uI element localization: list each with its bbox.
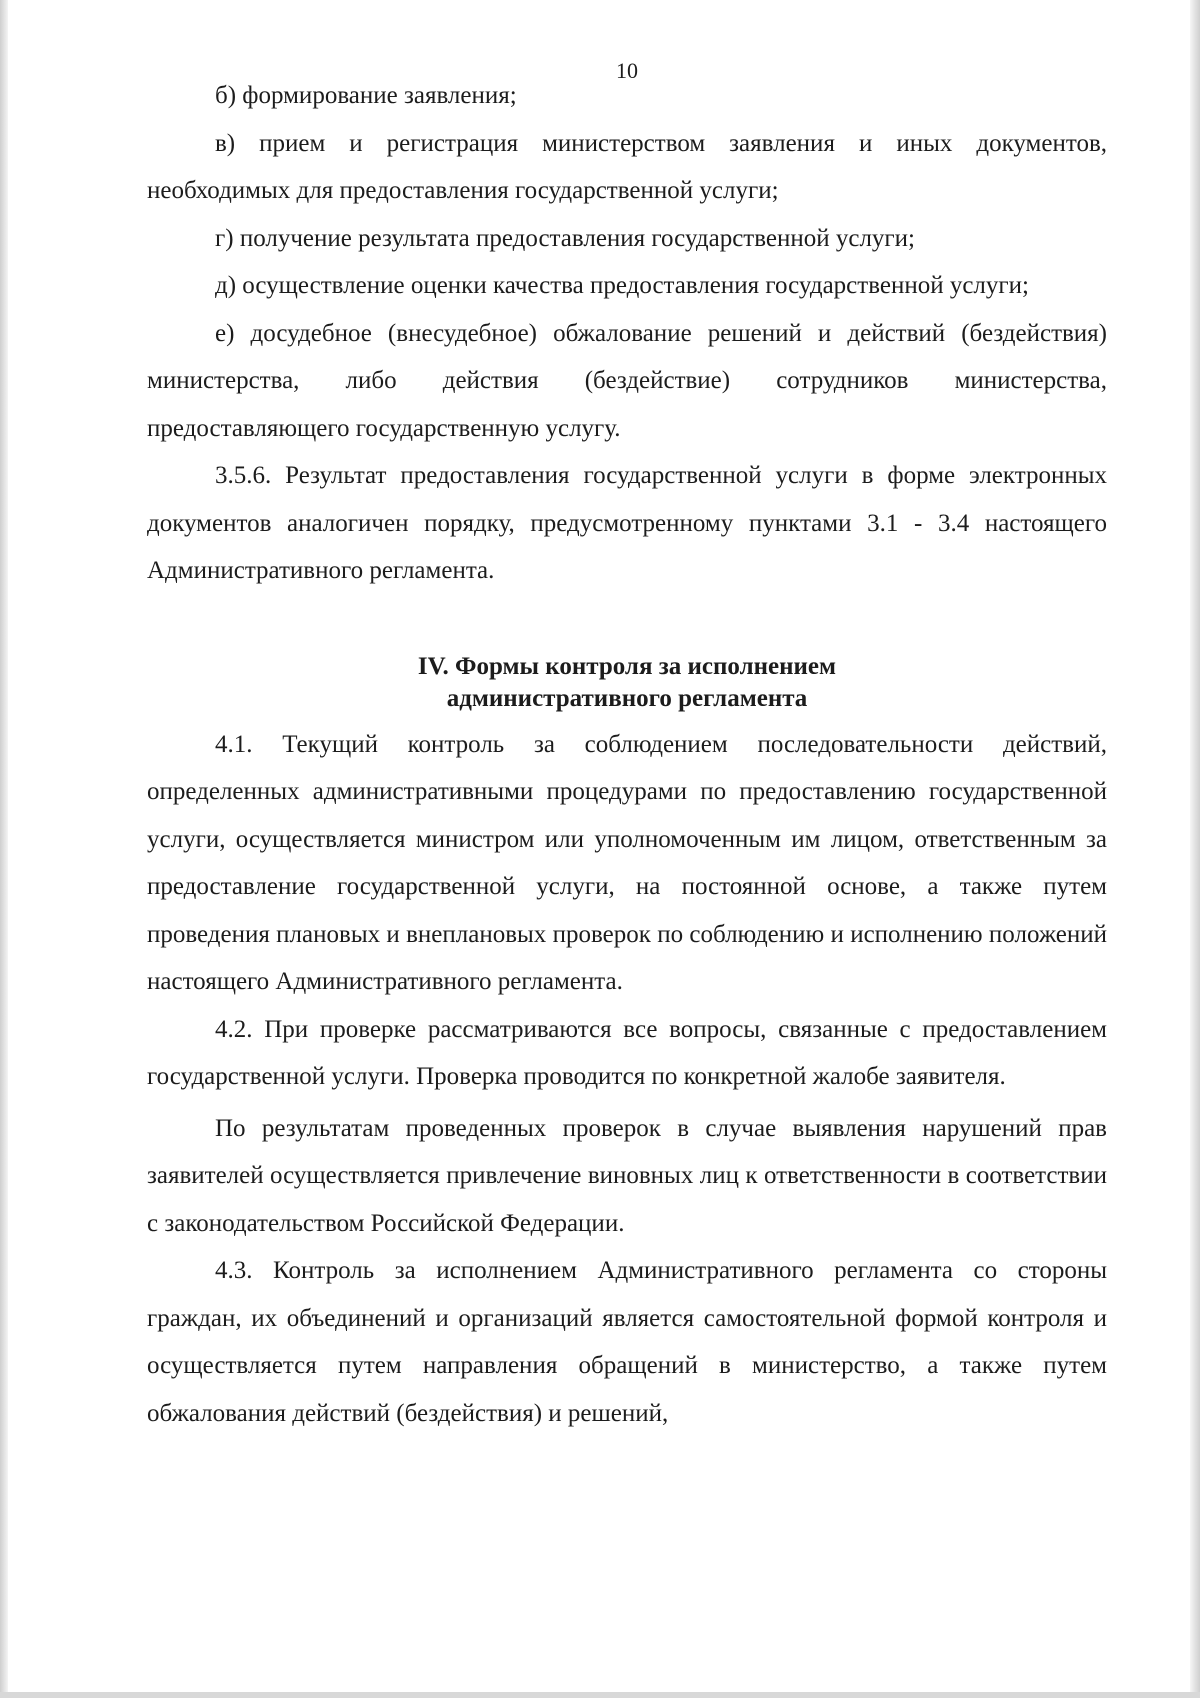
list-item-g: г) получение результата предоставления государственной услуги; (215, 224, 915, 252)
clause-4-1: 4.1. Текущий контроль за соблюдением последовательности действий, определенных административными процедурами по предоставлению государственной услуги, осуществляется министром или уполномоченным им лицом, ответственным за предоставление государственной услуги, на постоянной основе, а также путем проведения плановых и внеплановых проверок по соблюдению и исполнению положений настоящего Административного регламента. (147, 730, 1107, 995)
list-item-b: б) формирование заявления; (215, 82, 517, 109)
section-heading-line-1: IV. Формы контроля за исполнением (417, 652, 837, 680)
clause-4-2: 4.2. При проверке рассматриваются все вопросы, связанные с предоставлением государственной услуги. Проверка проводится по конкретной жалобе заявителя. (147, 1015, 1107, 1090)
scan-edge-left (0, 0, 8, 1698)
scan-edge-right (1190, 0, 1200, 1698)
list-item-v: в) прием и регистрация министерством заявления и иных документов, необходимых для предоставления государственной услуги; (147, 129, 1107, 204)
clause-4-3: 4.3. Контроль за исполнением Административного регламента со стороны граждан, их объединений и организаций является самостоятельной формой контроля и осуществляется путем направления обращений в министерство, а также путем обжалования действий (бездействия) и решений, (147, 1257, 1107, 1427)
results-paragraph: По результатам проведенных проверок в случае выявления нарушений прав заявителей осуществляется привлечение виновных лиц к ответственности в соответствии с законодательством Российской Федерации. (147, 1114, 1107, 1237)
clause-3-5-6: 3.5.6. Результат предоставления государственной услуги в форме электронных документов аналогичен порядку, предусмотренному пунктами 3.1 - 3.4 настоящего Административного регламента. (147, 462, 1107, 584)
page-number: 10 (616, 58, 638, 83)
scan-edge-bottom (0, 1692, 1200, 1698)
document-page (147, 58, 1107, 1437)
section-heading-line-2: административного регламента (446, 684, 808, 712)
list-item-e: е) досудебное (внесудебное) обжалование решений и действий (бездействия) министерства, либо действия (бездействие) сотрудников министерства, предоставляющего государственную услугу. (147, 319, 1107, 442)
section-heading (147, 651, 1107, 715)
list-item-d: д) осуществление оценки качества предоставления государственной услуги; (215, 272, 1029, 299)
